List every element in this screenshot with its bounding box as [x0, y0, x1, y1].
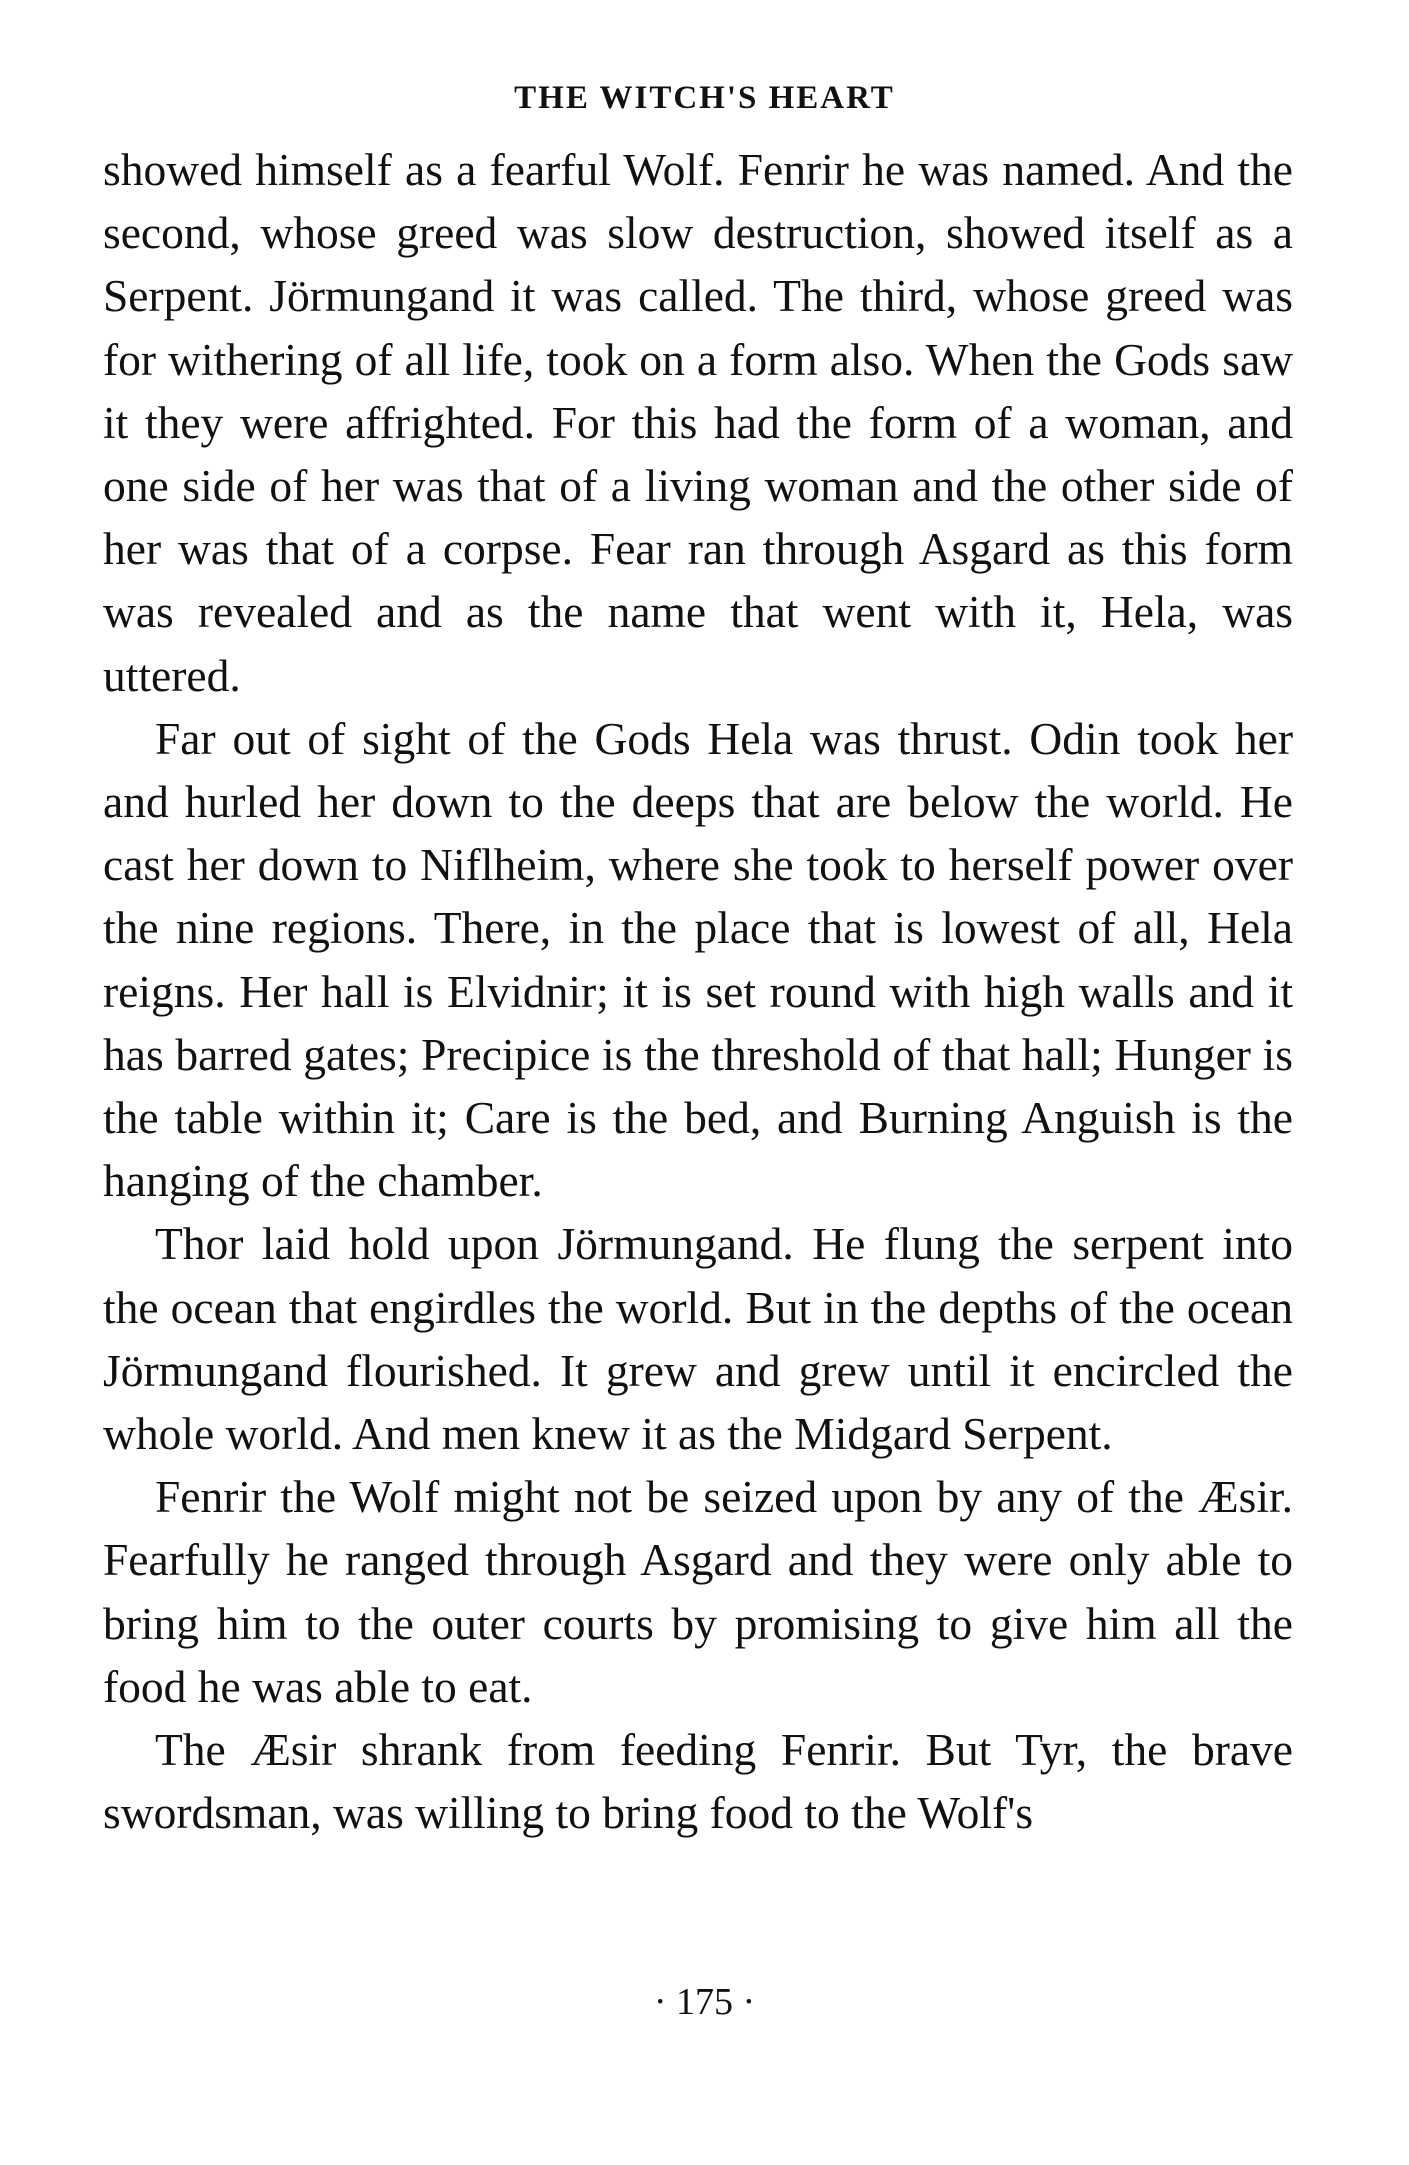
page-number: · 175 ·	[653, 1981, 756, 2023]
running-head: THE WITCH'S HEART	[514, 80, 895, 116]
paragraph-tyr: The Æsir shrank from feeding Fenrir. But Tyr, the brave swordsman, was willing to bring food to the Wolf's	[103, 1724, 1293, 1839]
body-text	[103, 138, 1293, 1844]
paragraph-fenrir: Fenrir the Wolf might not be seized upon by any of the Æsir. Fearfully he ranged through Asgard and they were only able to bring him to the outer courts by promising to give him all the food he was able to eat.	[103, 1471, 1293, 1712]
paragraph-hela: Far out of sight of the Gods Hela was thrust. Odin took her and hurled her down to the deeps that are below the world. He cast her down to Niflheim, where she took to herself power over the nine regions. There, in the place that is lowest of all, Hela reigns. Her hall is Elvidnir; it is set round with high walls and it has barred gates; Precipice is the threshold of that hall; Hunger is the table within it; Care is the bed, and Burning Anguish is the hanging of the chamber.	[103, 712, 1293, 1207]
paragraph-jormungand: Thor laid hold upon Jörmungand. He flung the serpent into the ocean that engirdles the world. But in the depths of the ocean Jörmungand flourished. It grew and grew until it encircled the whole world. And men knew it as the Midgard Serpent.	[103, 1218, 1293, 1460]
paragraph-continued: showed himself as a fearful Wolf. Fenrir he was named. And the second, whose greed was slow destruction, showed itself as a Serpent. Jörmungand it was called. The third, whose greed was for withering of all life, took on a form also. When the Gods saw it they were affrighted. For this had the form of a woman, and one side of her was that of a living woman and the other side of her was that of a corpse. Fear ran through Asgard as this form was revealed and as the name that went with it, Hela, was uttered.	[103, 144, 1293, 701]
